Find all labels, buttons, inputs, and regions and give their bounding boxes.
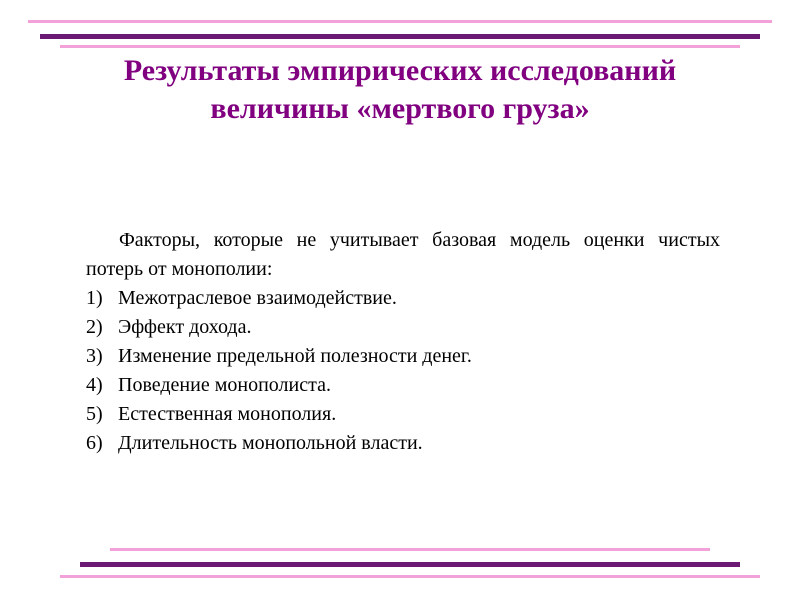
- list-item: [86, 371, 720, 400]
- list-item: [86, 342, 720, 371]
- factor-list: [86, 284, 720, 458]
- list-item-text: Естественная монополия.: [118, 403, 337, 425]
- top-divider-pink-upper: [28, 20, 772, 23]
- slide-title: Результаты эмпирических исследований величины «мертвого груза»: [123, 54, 677, 125]
- bottom-divider-pink-lower: [60, 575, 760, 578]
- list-item-number: 2): [86, 316, 103, 338]
- slide-body: [86, 226, 720, 458]
- list-item-number: 6): [86, 432, 103, 454]
- list-item: [86, 284, 720, 313]
- intro-paragraph: Факторы, которые не учитывает базовая модель оценки чистых потерь от монополии:: [86, 229, 720, 280]
- bottom-divider-pink-upper: [110, 548, 710, 551]
- top-divider-pink-lower: [60, 45, 740, 48]
- list-item: [86, 313, 720, 342]
- bottom-divider-purple: [80, 562, 740, 567]
- list-item-number: 1): [86, 287, 103, 309]
- list-item: [86, 400, 720, 429]
- list-item-text: Длительность монопольной власти.: [118, 432, 423, 454]
- list-item-text: Поведение монополиста.: [118, 374, 331, 396]
- list-item-number: 3): [86, 345, 103, 367]
- list-item-text: Изменение предельной полезности денег.: [118, 345, 472, 367]
- list-item-text: Эффект дохода.: [118, 316, 252, 338]
- list-item-number: 5): [86, 403, 103, 425]
- list-item-number: 4): [86, 374, 103, 396]
- list-item: [86, 429, 720, 458]
- top-divider-purple: [40, 34, 760, 39]
- list-item-text: Межотраслевое взаимодействие.: [118, 287, 397, 309]
